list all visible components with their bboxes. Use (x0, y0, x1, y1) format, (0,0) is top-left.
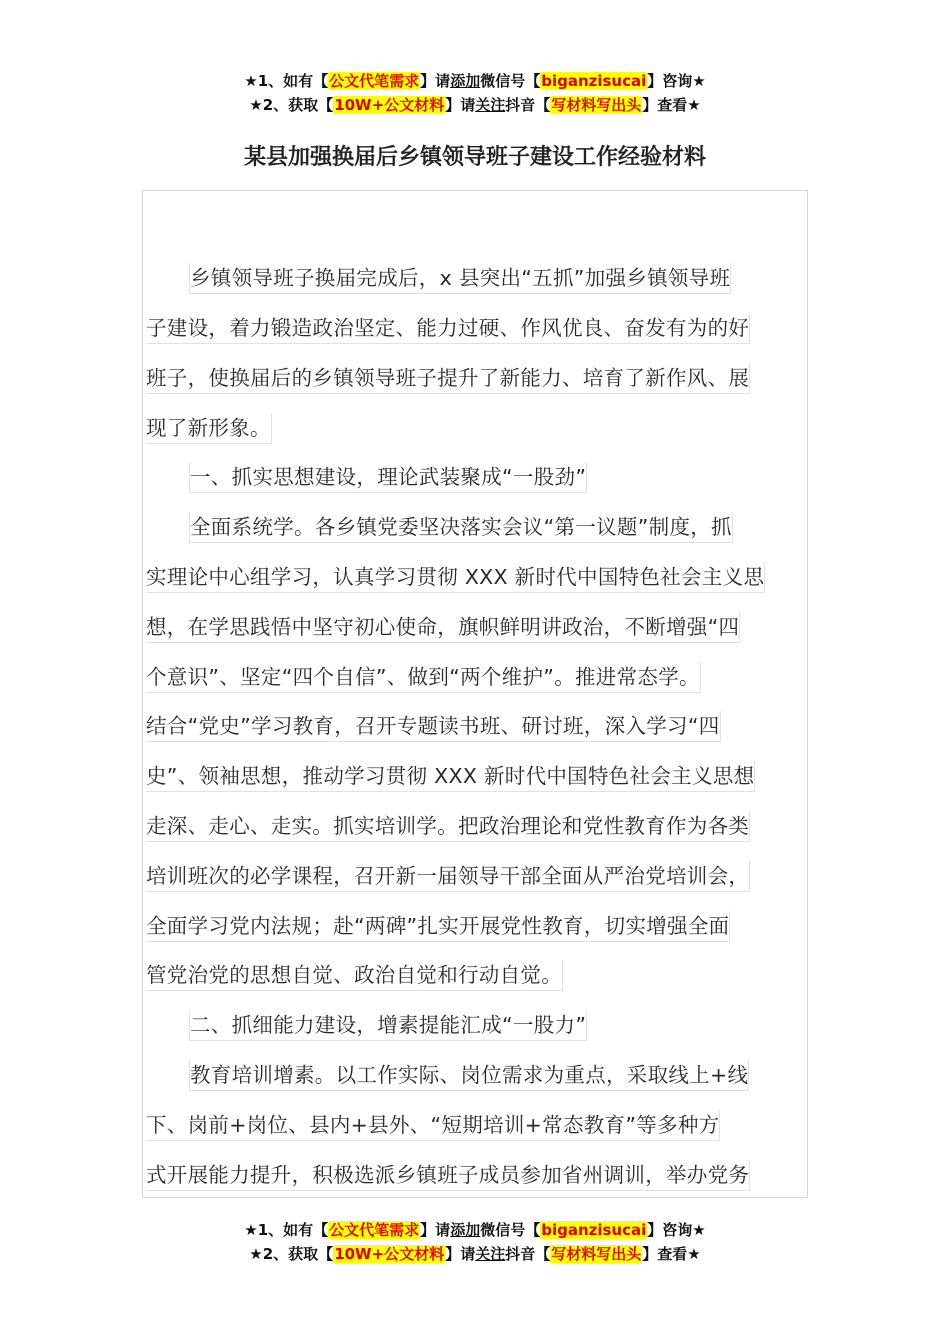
highlight-materials: 10W+公文材料 (334, 1245, 445, 1263)
section-heading-1: 一、抓实思想建设，理论武装聚成“一股劲” (146, 462, 587, 492)
section-heading-2: 二、抓细能力建设，增素提能汇成“一股力” (146, 1010, 587, 1040)
text-line: 结合“党史”学习教育，召开专题读书班、研讨班，深入学习“四 (146, 711, 721, 741)
text-line: 全面系统学。各乡镇党委坚决落实会议“第一议题”制度，抓 (146, 512, 733, 542)
highlight-service: 公文代笔需求 (329, 1221, 420, 1239)
text-line: 教育培训增素。以工作实际、岗位需求为重点，采取线上+线 (146, 1060, 749, 1090)
text-line: 走深、走心、走实。抓实培训学。把政治理论和党性教育作为各类 (146, 811, 750, 841)
document-title: 某县加强换届后乡镇领导班子建设工作经验材料 (243, 145, 706, 170)
promo-banner-top (0, 69, 950, 117)
text-line: 乡镇领导班子换届完成后，x 县突出“五抓”加强乡镇领导班 (146, 263, 731, 293)
text-line: 下、岗前+岗位、县内+县外、“短期培训+常态教育”等多种方 (146, 1110, 720, 1140)
text-line: 史”、领袖思想，推动学习贯彻 XXX 新时代中国特色社会主义思想 (146, 761, 755, 791)
text-line: 式开展能力提升，积极选派乡镇班子成员参加省州调训，举办党务 (146, 1160, 750, 1190)
text-line: 个意识”、坚定“四个自信”、做到“两个维护”。推进常态学。 (146, 662, 701, 692)
text-line: 子建设，着力锻造政治坚定、能力过硬、作风优良、奋发有为的好 (146, 313, 750, 343)
promo-line-1: ★1、如有【公文代笔需求】请添加微信号【biganzisucai】咨询★ (244, 1221, 706, 1239)
highlight-wechat-id: biganzisucai (541, 72, 647, 90)
text-line: 培训班次的必学课程，召开新一届领导干部全面从严治党培训会， (146, 861, 750, 891)
promo-line-2: ★2、获取【10W+公文材料】请关注抖音【写材料写出头】查看★ (249, 96, 701, 114)
promo-line-1: ★1、如有【公文代笔需求】请添加微信号【biganzisucai】咨询★ (244, 72, 706, 90)
highlight-douyin-id: 写材料写出头 (551, 1245, 642, 1263)
highlight-service: 公文代笔需求 (329, 72, 420, 90)
text-line: 想，在学思践悟中坚守初心使命，旗帜鲜明讲政治，不断增强“四 (146, 612, 740, 642)
highlight-wechat-id: biganzisucai (541, 1221, 647, 1239)
text-line: 实理论中心组学习，认真学习贯彻 XXX 新时代中国特色社会主义思 (146, 562, 765, 592)
highlight-materials: 10W+公文材料 (334, 96, 445, 114)
text-line: 全面学习党内法规；赴“两碑”扎实开展党性教育，切实增强全面 (146, 911, 730, 941)
text-line: 现了新形象。 (146, 413, 272, 443)
promo-banner-bottom (0, 1218, 950, 1266)
highlight-douyin-id: 写材料写出头 (551, 96, 642, 114)
promo-line-2: ★2、获取【10W+公文材料】请关注抖音【写材料写出头】查看★ (249, 1245, 701, 1263)
text-line: 管党治党的思想自觉、政治自觉和行动自觉。 (146, 960, 563, 990)
text-line: 班子，使换届后的乡镇领导班子提升了新能力、培育了新作风、展 (146, 363, 750, 393)
